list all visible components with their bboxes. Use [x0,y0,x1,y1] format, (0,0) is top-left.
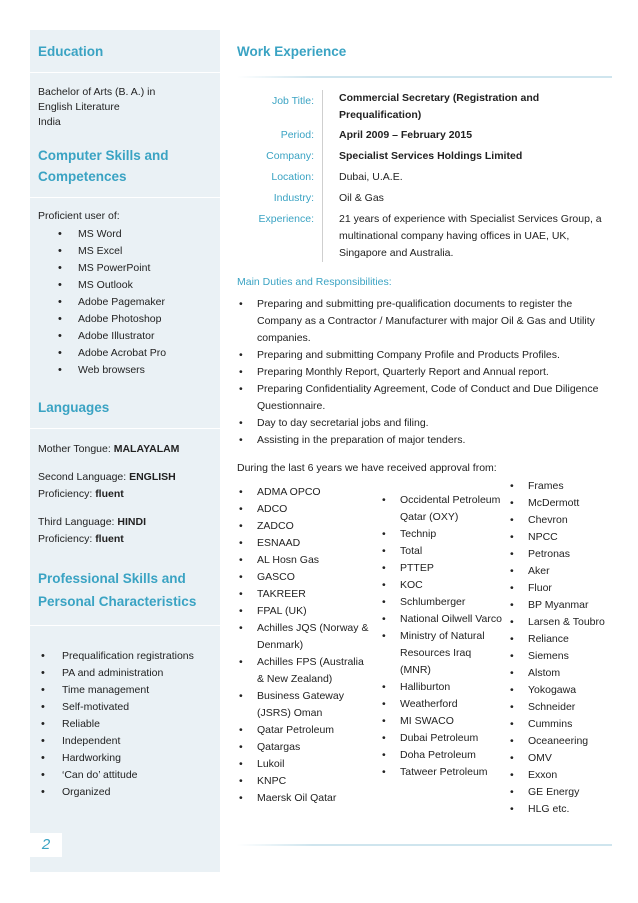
list-item: • Maersk Oil Qatar [237,790,372,807]
approvals-columns [237,480,612,834]
list-item: • AL Hosn Gas [237,552,372,569]
list-item: • KOC [380,577,505,594]
computer-skills-intro: Proficient user of: [38,210,120,222]
list-item: • Prequalification registrations [38,648,220,665]
list-item: • Qatargas [237,739,372,756]
location-value: Dubai, U.A.E. [339,171,403,183]
education-details [30,85,220,130]
list-item: • Total [380,543,505,560]
list-item: • TAKREER [237,586,372,603]
list-item: • Technip [380,526,505,543]
list-item: • Petronas [508,546,612,563]
second-language [38,469,212,486]
list-item: • Adobe Pagemaker [38,294,220,311]
list-item: • Larsen & Toubro [508,614,612,631]
approval-intro: During the last 6 years we have received approval from: [237,462,497,474]
third-language [38,514,212,531]
list-item: • Adobe Photoshop [38,311,220,328]
heading-line: Computer Skills and [38,148,169,163]
list-item: • Preparing Confidentiality Agreement, Code of Conduct and Due Diligence Questionnaire. [237,381,612,415]
job-title-label: Job Title: [237,90,323,124]
list-item: • Adobe Acrobat Pro [38,345,220,362]
list-item: • Halliburton [380,679,505,696]
list-item: • GE Energy [508,784,612,801]
divider [237,844,612,846]
list-item: • Business Gateway (JSRS) Oman [237,688,372,722]
list-item: • Ministry of Natural Resources Iraq (MNR) [380,628,505,679]
list-item: • KNPC [237,773,372,790]
proficiency-label: Proficiency: [38,488,96,500]
list-item: • Time management [38,682,220,699]
list-item: • Achilles FPS (Australia & New Zealand) [237,654,372,688]
list-item: • OMV [508,750,612,767]
list-item: • ADMA OPCO [237,484,372,501]
industry-label: Industry: [237,186,323,207]
list-item: • Reliance [508,631,612,648]
list-item: • Qatar Petroleum [237,722,372,739]
list-item: • Siemens [508,648,612,665]
list-item: • Occidental Petroleum Qatar (OXY) [380,492,505,526]
list-item: • Schneider [508,699,612,716]
divider [237,76,612,78]
list-item: • Schlumberger [380,594,505,611]
divider [30,625,220,626]
approvals-column-2 [380,492,505,781]
second-language-value: ENGLISH [129,471,176,483]
education-line: Bachelor of Arts (B. A.) in [38,86,156,98]
list-item: • Day to day secretarial jobs and filing. [237,415,612,432]
list-item: • NPCC [508,529,612,546]
third-proficiency [38,531,212,548]
job-title-line: Commercial Secretary (Registration and [339,92,540,104]
company-value: Specialist Services Holdings Limited [339,150,523,162]
list-item: • Organized [38,784,220,801]
list-item: • Tatweer Petroleum [380,764,505,781]
mother-tongue-value: MALAYALAM [113,443,180,455]
list-item: • Independent [38,733,220,750]
list-item: • BP Myanmar [508,597,612,614]
heading-line: Professional Skills and [38,571,186,586]
job-title-row [237,90,612,124]
third-language-value: HINDI [117,516,146,528]
list-item: • Lukoil [237,756,372,773]
education-heading: Education [38,44,104,59]
duties-heading: Main Duties and Responsibilities: [237,276,392,288]
divider [30,72,220,73]
list-item: • Alstom [508,665,612,682]
second-language-label: Second Language: [38,471,130,483]
heading-line: Personal Characteristics [38,594,197,609]
list-item: • Self-motivated [38,699,220,716]
list-item: • PTTEP [380,560,505,577]
list-item: • Exxon [508,767,612,784]
company-label: Company: [237,144,323,165]
computer-skills-list [30,226,220,379]
job-title-line: Prequalification) [339,109,422,121]
approvals-column-1 [237,484,372,807]
list-item: • Aker [508,563,612,580]
approvals-list [237,484,372,807]
list-item: • MS Outlook [38,277,220,294]
period-value: April 2009 – February 2015 [339,129,473,141]
list-item: • Dubai Petroleum [380,730,505,747]
list-item: • Cummins [508,716,612,733]
list-item: • Oceaneering [508,733,612,750]
duties-list [237,296,612,449]
approvals-column-3 [508,478,612,818]
approvals-list [508,478,612,818]
list-item: • PA and administration [38,665,220,682]
second-proficiency [38,486,212,503]
list-item: • MS Excel [38,243,220,260]
list-item: • Frames [508,478,612,495]
mother-tongue-label: Mother Tongue: [38,443,114,455]
approvals-list [380,492,505,781]
education-line: English Literature [38,101,120,113]
heading-line: Competences [38,169,127,184]
list-item: • Doha Petroleum [380,747,505,764]
period-row [237,124,612,144]
professional-skills-list [30,648,220,801]
languages-details [30,441,220,548]
list-item: • National Oilwell Varco [380,611,505,628]
work-experience-heading: Work Experience [237,44,347,59]
list-item: • Preparing and submitting pre-qualification documents to register the Company as a Contractor / Manufacturer with major Oil & Gas and Utility companies. [237,296,612,347]
list-item: • ADCO [237,501,372,518]
list-item: • MI SWACO [380,713,505,730]
list-item: • Assisting in the preparation of major tenders. [237,432,612,449]
list-item: • FPAL (UK) [237,603,372,620]
list-item: • GASCO [237,569,372,586]
job-details-table [237,90,612,262]
computer-skills-heading [30,145,220,187]
industry-row [237,186,612,207]
list-item: • HLG etc. [508,801,612,818]
company-row [237,144,612,165]
list-item: • McDermott [508,495,612,512]
list-item: • ZADCO [237,518,372,535]
professional-skills-heading [30,567,220,613]
list-item: • Adobe Illustrator [38,328,220,345]
list-item: • Weatherford [380,696,505,713]
divider [30,197,220,198]
industry-value: Oil & Gas [339,192,384,204]
list-item: • ESNAAD [237,535,372,552]
proficiency-value: fluent [95,488,124,500]
list-item: • Yokogawa [508,682,612,699]
mother-tongue [38,441,212,458]
work-experience-section [237,30,612,834]
experience-row [237,207,612,262]
location-row [237,165,612,186]
education-line: India [38,116,61,128]
proficiency-label: Proficiency: [38,533,96,545]
list-item: • Fluor [508,580,612,597]
list-item: • Hardworking [38,750,220,767]
list-item: • MS PowerPoint [38,260,220,277]
languages-heading: Languages [38,400,110,415]
experience-value: 21 years of experience with Specialist Services Group, a multinational company having offices in UAE, UK, Singapore and Australia. [339,213,602,259]
third-language-label: Third Language: [38,516,118,528]
proficiency-value: fluent [95,533,124,545]
list-item: • Reliable [38,716,220,733]
list-item: • ‘Can do’ attitude [38,767,220,784]
sidebar [30,30,220,872]
divider [30,428,220,429]
period-label: Period: [237,124,323,144]
job-title-value [323,90,613,124]
list-item: • Preparing Monthly Report, Quarterly Report and Annual report. [237,364,612,381]
list-item: • Preparing and submitting Company Profile and Products Profiles. [237,347,612,364]
location-label: Location: [237,165,323,186]
page-number: 2 [30,833,62,857]
experience-label: Experience: [237,207,323,262]
list-item: • MS Word [38,226,220,243]
list-item: • Web browsers [38,362,220,379]
list-item: • Achilles JQS (Norway & Denmark) [237,620,372,654]
list-item: • Chevron [508,512,612,529]
